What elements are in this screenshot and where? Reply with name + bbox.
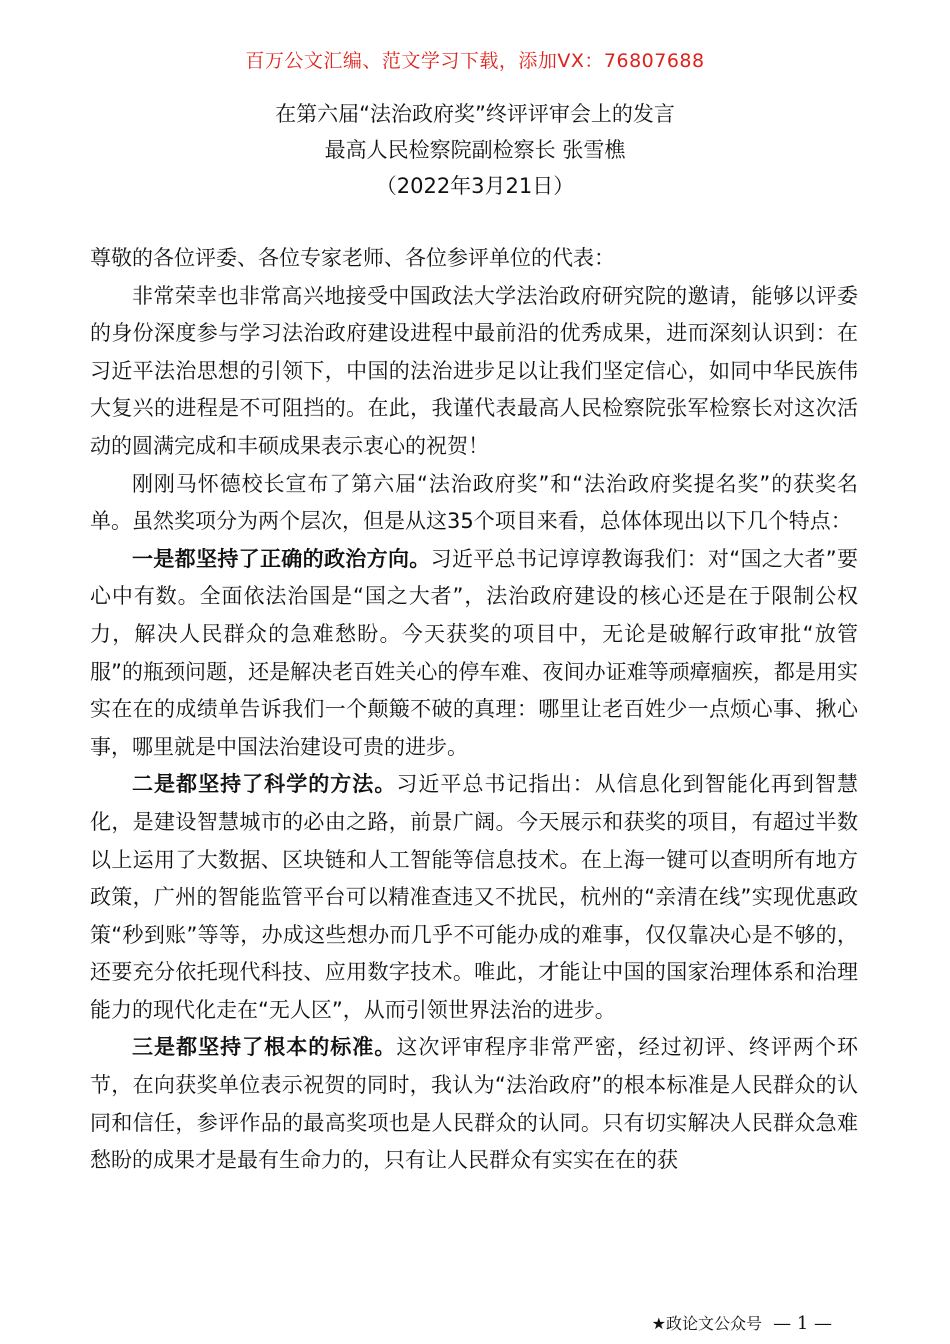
speech-title: 在第六届“法治政府奖”终评评审会上的发言 [275,102,675,126]
footer-source: ★政论文公众号 [651,1314,762,1333]
paragraph [90,541,858,767]
point-text: 习近平总书记指出：从信息化到智能化再到智慧化，是建设智慧城市的必由之路，前景广阔。今天展示和获奖的项目，有超过半数以上运用了大数据、区块链和人工智能等信息技术。在上海一键可以查明所有地方政策，广州的智能监管平台可以精准查违又不扰民，杭州的“亲清在线”实现优惠政策“秒到账”等等，办成这些想办而几乎不可能办成的难事，仅仅靠决心是不够的，还要充分依托现代科技、应用数字技术。唯此，才能让中国的国家治理体系和治理能力的现代化走在“无人区”，从而引领世界法治的进步。 [90,772,858,1022]
download-banner: 百万公文汇编、范文学习下载，添加VX：76807688 [245,50,705,72]
paragraph: 非常荣幸也非常高兴地接受中国政法大学法治政府研究院的邀请，能够以评委的身份深度参与学习法治政府建设进程中最前沿的优秀成果，进而深刻认识到：在习近平法治思想的引领下，中国的法治进步足以让我们坚定信心，如同中华民族伟大复兴的进程是不可阻挡的。在此，我谨代表最高人民检察院张军检察长对这次活动的圆满完成和丰硕成果表示衷心的祝贺！ [90,283,858,458]
speaker-line: 最高人民检察院副检察长 张雪樵 [324,138,626,162]
paragraph [90,766,858,1029]
point-heading: 三是都坚持了根本的标准。 [132,1035,397,1060]
paragraph [90,1029,858,1179]
page-footer [652,1311,832,1334]
page-number: — 1 — [773,1313,832,1334]
paragraph: 刚刚马怀德校长宣布了第六届“法治政府奖”和“法治政府奖提名奖”的获奖名单。虽然奖项分为两个层次，但是从这35个项目来看，总体体现出以下几个特点： [90,471,858,534]
title-block [0,96,950,204]
point-heading: 一是都坚持了正确的政治方向。 [132,546,431,571]
speech-date: （2022年3月21日） [375,174,575,198]
point-heading: 二是都坚持了科学的方法。 [132,772,397,797]
point-text: 习近平总书记谆谆教诲我们：对“国之大者”要心中有数。全面依法治国是“国之大者”，法治政府建设的核心还是在于限制公权力，解决人民群众的急难愁盼。今天获奖的项目中，无论是破解行政审批“放管服”的瓶颈问题，还是解决老百姓关心的停车难、夜间办证难等顽瘴痼疾，都是用实实在在的成绩单告诉我们一个颠簸不破的真理：哪里让老百姓少一点烦心事、揪心事，哪里就是中国法治建设可贵的进步。 [90,546,858,759]
speech-body [90,240,858,1180]
salutation: 尊敬的各位评委、各位专家老师、各位参评单位的代表： [90,246,615,270]
point-text: 这次评审程序非常严密，经过初评、终评两个环节，在向获奖单位表示祝贺的同时，我认为“法治政府”的根本标准是人民群众的认同和信任，参评作品的最高奖项也是人民群众的认同。只有切实解决人民群众急难愁盼的成果才是最有生命力的，只有让人民群众有实实在在的获 [90,1035,858,1173]
